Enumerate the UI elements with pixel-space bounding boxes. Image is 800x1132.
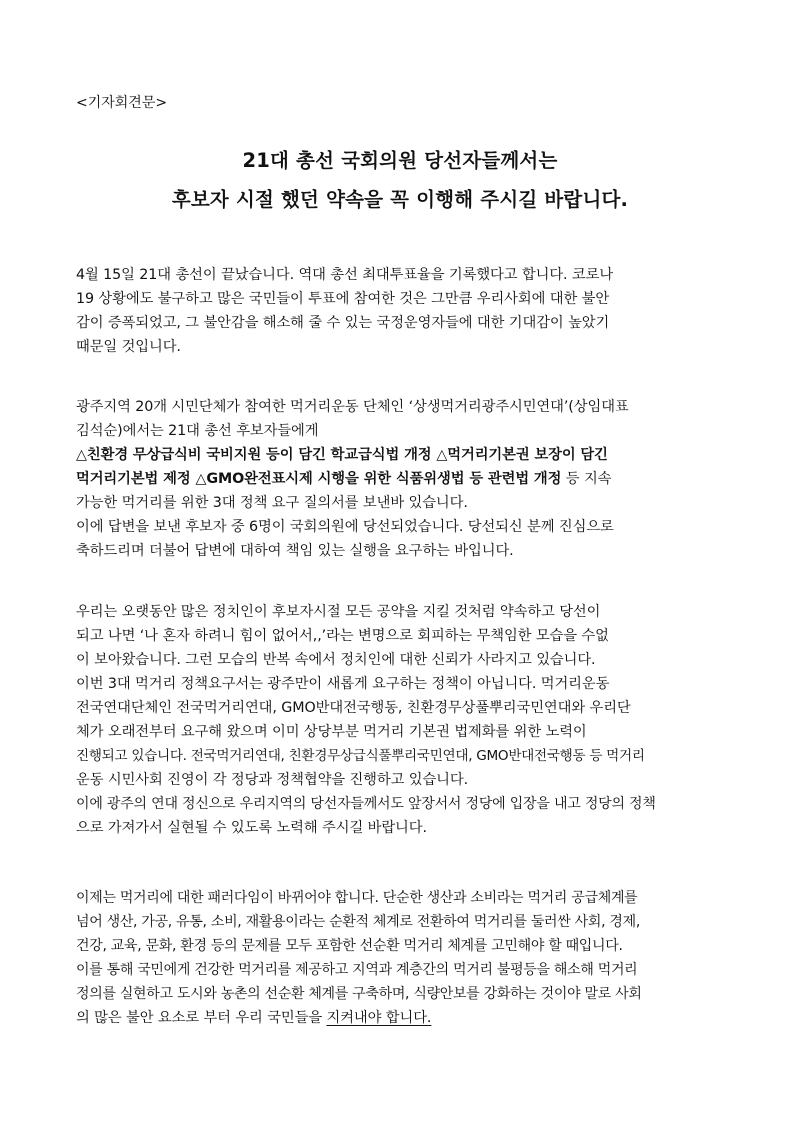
paragraph-line: 축하드리며 더불어 답변에 대하여 책임 있는 실행을 요구하는 바입니다. <box>76 543 514 559</box>
paragraph-line: 이에 광주의 연대 정신으로 우리지역의 당선자들께서도 앞장서서 정당에 입장을 내고 정당의 정책 <box>76 796 656 812</box>
paragraph-line: 운동 시민사회 진영이 각 정당과 정책협약을 진행하고 있습니다. <box>76 772 469 788</box>
paragraph-line: 건강, 교육, 문화, 환경 등의 문제를 모두 포함한 선순환 먹거리 체계를 고민해야 할 때입니다. <box>76 938 623 954</box>
document-label: <기자회견문> <box>76 95 168 111</box>
policy-demands-line <box>76 468 611 490</box>
policy-demands-line: △친환경 무상급식비 국비지원 등이 담긴 학교급식법 개정 △먹거리기본권 보장이 담긴 <box>76 447 608 463</box>
policy-demands-bold: 먹거리기본법 제정 △GMO완전표시제 시행을 위한 식품위생법 등 관련법 개정 <box>76 471 562 487</box>
paragraph-line: 진행되고 있습니다. 전국먹거리연대, 친환경무상급식풀뿌리국민연대, GMO반대전국행동 등 먹거리 <box>76 748 645 764</box>
title-line-2: 후보자 시절 했던 약속을 꼭 이행해 주시길 바랍니다. <box>171 188 629 211</box>
paragraph-line: 넘어 생산, 가공, 유통, 소비, 재활용이라는 순환적 체계로 전환하여 먹거리를 둘러싼 사회, 경제, <box>76 914 640 930</box>
paragraph-line: 19 상황에도 불구하고 많은 국민들이 투표에 참여한 것은 그만큼 우리사회에 대한 불안 <box>76 291 610 307</box>
paragraph-line: 전국연대단체인 전국먹거리연대, GMO반대전국행동, 친환경무상풀뿌리국민연대와 우리단 <box>76 700 631 716</box>
paragraph-line: 4월 15일 21대 총선이 끝났습니다. 역대 총선 최대투표율을 기록했다고 합니다. 코로나 <box>76 267 614 283</box>
paragraph-line: 이제는 먹거리에 대한 패러다임이 바뀌어야 합니다. 단순한 생산과 소비라는 먹거리 공급체계를 <box>76 890 638 906</box>
paragraph-text: 의 많은 불안 요소로 부터 우리 국민들을 <box>76 1010 327 1026</box>
paragraph-line: 광주지역 20개 시민단체가 참여한 먹거리운동 단체인 ‘상생먹거리광주시민연대’(상임대표 <box>76 399 629 415</box>
paragraph-line: 가능한 먹거리를 위한 3대 정책 요구 질의서를 보낸바 있습니다. <box>76 495 468 511</box>
paragraph-text: 등 지속 <box>561 471 612 487</box>
paragraph-line: 으로 가져가서 실현될 수 있도록 노력해 주시길 바랍니다. <box>76 820 427 836</box>
paragraph-line: 이를 통해 국민에게 건강한 먹거리를 제공하고 지역과 계층간의 먹거리 불평등을 해소해 먹거리 <box>76 962 638 978</box>
paragraph-line <box>76 1007 431 1029</box>
paragraph-line: 감이 증폭되었고, 그 불안감을 해소해 줄 수 있는 국정운영자들에 대한 기대감이 높았기 <box>76 315 610 331</box>
paragraph-line: 이에 답변을 보낸 후보자 중 6명이 국회의원에 당선되었습니다. 당선되신 분께 진심으로 <box>76 519 614 535</box>
paragraph-line: 이번 3대 먹거리 정책요구서는 광주만이 새롭게 요구하는 정책이 아닙니다. 먹거리운동 <box>76 676 610 692</box>
paragraph-line: 때문일 것입니다. <box>76 339 181 355</box>
paragraph-line: 김석순)에서는 21대 총선 후보자들에게 <box>76 423 319 439</box>
paragraph-line: 되고 나면 ‘나 혼자 하려니 힘이 없어서,,’라는 변명으로 회피하는 무책임한 모습을 수없 <box>76 628 609 644</box>
title-line-1: 21대 총선 국회의원 당선자들께서는 <box>242 149 558 172</box>
paragraph-line: 체가 오래전부터 요구해 왔으며 이미 상당부분 먹거리 기본권 법제화를 위한 노력이 <box>76 724 587 740</box>
paragraph-line: 정의를 실현하고 도시와 농촌의 선순환 체계를 구축하며, 식량안보를 강화하는 것이야 말로 사회 <box>76 986 642 1002</box>
paragraph-line: 우리는 오랫동안 많은 정치인이 후보자시절 모든 공약을 지킬 것처럼 약속하고 당선이 <box>76 604 601 620</box>
underlined-conclusion: 지켜내야 합니다. <box>326 1010 432 1026</box>
paragraph-line: 이 보아왔습니다. 그런 모습의 반복 속에서 정치인에 대한 신뢰가 사라지고 있습니다. <box>76 652 596 668</box>
